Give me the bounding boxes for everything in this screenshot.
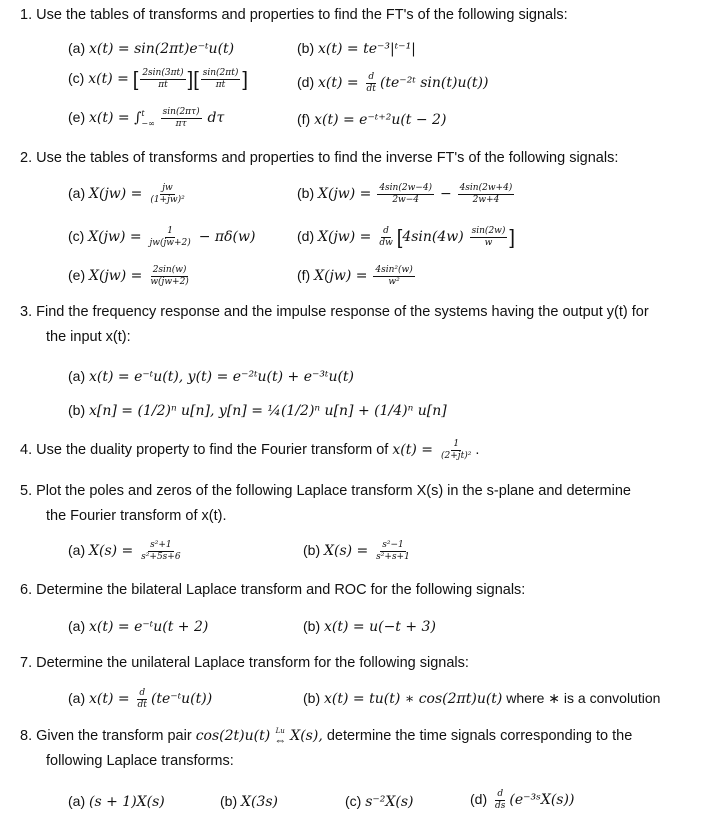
q1-d: (d) x(t) = $\frac{d}{dt}$ (te⁻²ᵗ sin(t)u(t)) — [297, 72, 489, 94]
question-6: 6. Determine the bilateral Laplace transform and ROC for the following signals: — [20, 582, 526, 598]
question-1 — [20, 3, 710, 28]
q2-a: (a) X(jw) = $\frac{jw}{\text{(1+jw)²}}$ — [68, 183, 185, 205]
question-3: 3. Find the frequency response and the impulse response of the systems having the output y(t) for the input x(t): — [20, 304, 649, 345]
q2-b: (b) X(jw) = $\frac{4\sin(2w-4)}{2w-4}$ − $\frac{4\sin(2w+4)}{2w+4}$ — [297, 183, 513, 205]
q1-b: (b) x(t) = te⁻³|ᵗ⁻¹| — [297, 40, 416, 57]
q3-b: (b) x[n] = (1/2)ⁿ u[n], y[n] = ¼(1/2)ⁿ u[n] + (1/4)ⁿ u[n] — [68, 402, 447, 419]
question-number: 1. — [20, 7, 33, 23]
question-4: 4. Use the duality property to find the Fourier transform of x(t) = $\frac{1}{\text{(2+jt)²}}$ . — [20, 438, 480, 461]
q5-a: (a) X(s) = $\frac{\text{s²+1}}{\text{s²+5s+6}}$ — [68, 540, 181, 562]
q7-b: (b) x(t) = tu(t) ∗ cos(2πt)u(t) where ∗ is a convolution — [303, 690, 661, 707]
question-2: 2. Use the tables of transforms and properties to find the inverse FT's of the following signals: — [20, 150, 619, 166]
q2-e: (e) X(jw) = $\frac{2\sin(w)}{w(jw+2)}$ — [68, 265, 189, 287]
question-8: 8. Given the transform pair cos(2t)u(t) Lu ⇔ X(s), determine the time signals corresponding to the following Laplace transforms: — [20, 727, 633, 769]
q1-a: (a) x(t) = sin(2πt)e⁻ᵗu(t) — [68, 40, 235, 57]
q1-e: (e) x(t) = ∫ t −∞ $\frac{\sin(2\pi\tau)}{\pi\tau}$ dτ — [68, 107, 225, 129]
q2-f: (f) X(jw) = $\frac{\text{4sin²(w)}}{\text{w²}}$ — [297, 265, 413, 287]
q5-b: (b) X(s) = $\frac{\text{s²−1}}{\text{s²+s+1}}$ — [303, 540, 410, 562]
question-7: 7. Determine the unilateral Laplace transform for the following signals: — [20, 655, 469, 671]
q3-a: (a) x(t) = e⁻ᵗu(t), y(t) = e⁻²ᵗu(t) + e⁻³ᵗu(t) — [68, 368, 355, 385]
q6-b: (b) x(t) = u(−t + 3) — [303, 618, 436, 635]
q2-c: (c) X(jw) = $\frac{1}{jw(jw+2)}$ − πδ(w) — [68, 226, 256, 248]
q1-c: (c) x(t) = [ $\frac{2\sin(3\pi t)}{\pi t}$ ][ $\frac{\sin(2\pi t)}{\pi t}$ ] — [68, 68, 248, 92]
q7-a: (a) x(t) = $\frac{d}{dt}$ (te⁻ᵗu(t)) — [68, 688, 213, 710]
q8-a: (a) (s + 1)X(s) — [68, 793, 165, 810]
question-text: Use the tables of transforms and properties to find the FT's of the following signals: — [36, 7, 568, 23]
question-5: 5. Plot the poles and zeros of the following Laplace transform X(s) in the s-plane and determine the Fourier transform of x(t). — [20, 483, 631, 524]
q8-b: (b) X(3s) — [220, 793, 278, 810]
q6-a: (a) x(t) = e⁻ᵗu(t + 2) — [68, 618, 209, 635]
q2-d: (d) X(jw) = $\frac{d}{dw}$ [4sin(4w) $\frac{\sin(2w)}{w}$ ] — [297, 226, 515, 250]
q1-f: (f) x(t) = e⁻ᵗ⁺²u(t − 2) — [297, 111, 447, 128]
q8-c: (c) s⁻²X(s) — [345, 793, 414, 810]
q8-d: (d) $\frac{d}{ds}$ (e⁻³ˢX(s)) — [470, 789, 575, 811]
